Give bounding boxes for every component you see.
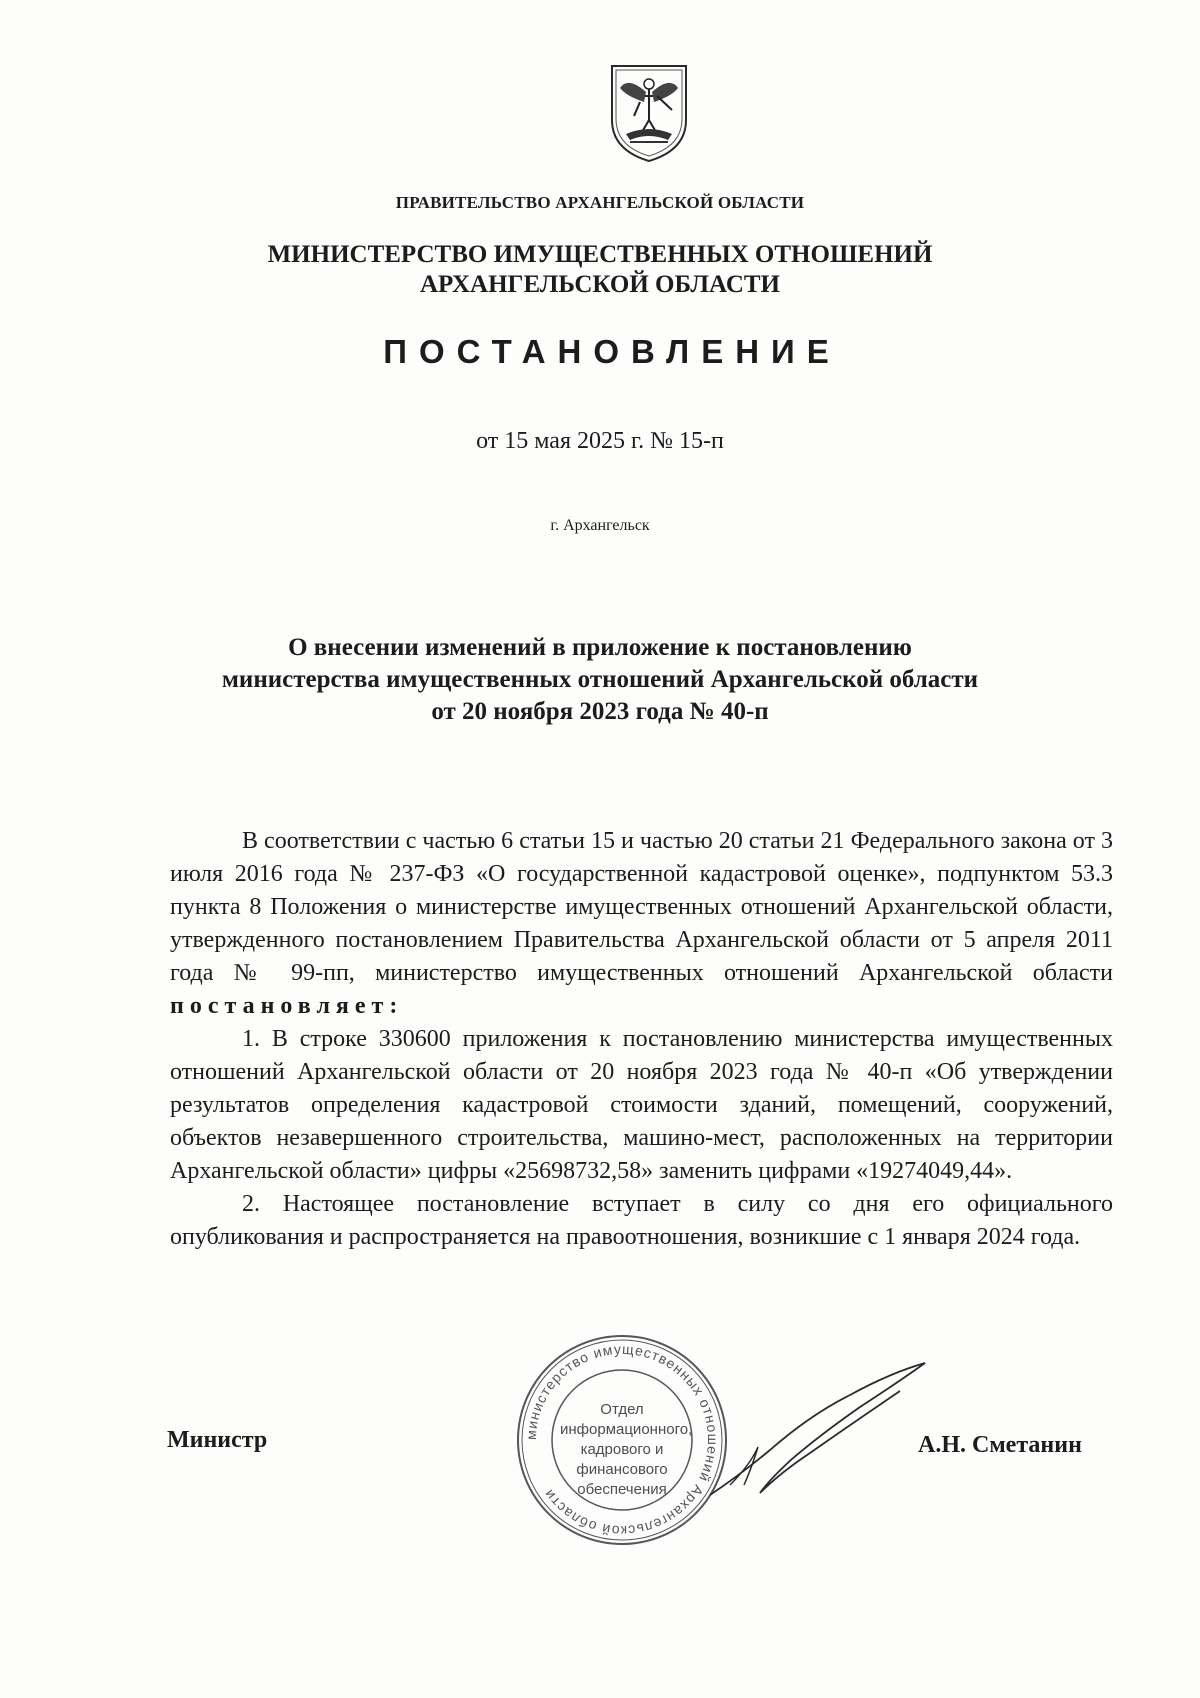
document-date-number: от 15 мая 2025 г. № 15-п	[476, 428, 724, 454]
handwritten-signature	[700, 1355, 940, 1505]
coat-of-arms-icon	[606, 62, 692, 164]
government-name: ПРАВИТЕЛЬСТВО АРХАНГЕЛЬСКОЙ ОБЛАСТИ	[395, 193, 805, 212]
item-1-paragraph: 1. В строке 330600 приложения к постановлению министерства имущественных отношений Архангельской области от 20 ноября 2023 года № 40-п «Об утверждении результатов определения кадастровой стоимости зданий, помещений, сооружений, объектов незавершенного строительства, машино-мест, расположенных на территории Архангельской области» цифры «25698732,58» заменить цифрами «19274049,44».	[170, 1026, 1113, 1184]
preamble-text: В соответствии с частью 6 статьи 15 и частью 20 статьи 21 Федерального закона от 3 июля 2016 года № 237-ФЗ «О государственной кадастровой оценке», подпунктом 53.3 пункта 8 Положения о министерстве имущественных отношений Архангельской области, утвержденного постановлением Правительства Архангельской области от 5 апреля 2011 года № 99-пп, министерство имущественных отношений Архангельской области	[170, 828, 1113, 986]
document-body	[170, 825, 1113, 1254]
stamp-line: финансового	[576, 1461, 668, 1478]
stamp-ring-text: министерство имущественных отношений Архангельской области	[522, 1340, 722, 1540]
ministry-name-line2: АРХАНГЕЛЬСКОЙ ОБЛАСТИ	[420, 271, 780, 298]
stamp-line: информационного,	[560, 1421, 693, 1438]
stamp-center-text	[560, 1400, 693, 1500]
preamble-paragraph	[170, 825, 1113, 1023]
signatory-name: А.Н. Сметанин	[918, 1432, 1082, 1458]
subject-line1: О внесении изменений в приложение к постановлению	[288, 634, 912, 661]
signatory-title: Министр	[167, 1427, 268, 1453]
ministry-name-line1: МИНИСТЕРСТВО ИМУЩЕСТВЕННЫХ ОТНОШЕНИЙ	[267, 241, 933, 268]
document-type: ПОСТАНОВЛЕНИЕ	[383, 333, 841, 370]
stamp-line: Отдел	[600, 1401, 644, 1418]
subject-line3: от 20 ноября 2023 года № 40-п	[431, 698, 769, 725]
stamp-line: кадрового и	[580, 1441, 664, 1458]
document-subject	[0, 632, 1200, 728]
stamp-line: обеспечения	[577, 1481, 667, 1498]
document-city: г. Архангельск	[550, 517, 650, 534]
ministry-name	[0, 240, 1200, 300]
subject-line2: министерства имущественных отношений Архангельской области	[221, 666, 979, 693]
decides-word: постановляет:	[170, 993, 404, 1019]
item-2-paragraph: 2. Настоящее постановление вступает в силу со дня его официального опубликования и распространяется на правоотношения, возникшие с 1 января 2024 года.	[170, 1191, 1113, 1250]
